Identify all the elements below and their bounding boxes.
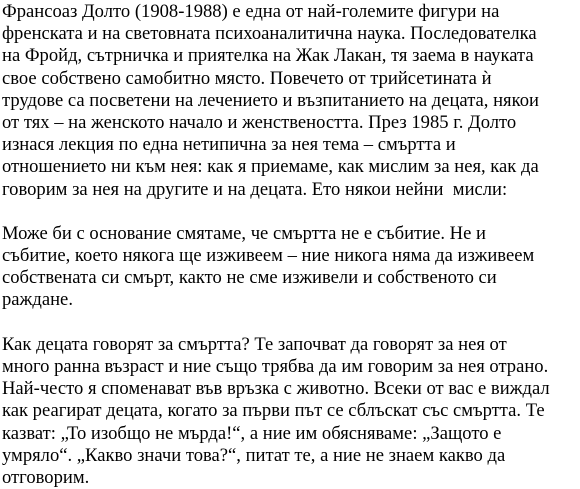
text-line: френската и на световната психоаналитична наука. Последователка	[2, 23, 537, 45]
paragraph-gap	[2, 312, 578, 334]
text-line: Може би с основание смятаме, че смъртта не е събитие. Не и	[2, 222, 486, 244]
text-line: трудове са посветени на лечението и възпитанието на децата, някои	[2, 89, 539, 111]
paragraph-gap	[2, 201, 578, 223]
text-line: от тях – на женското начало и женствеността. През 1985 г. Долто	[2, 111, 517, 133]
document-text	[2, 1, 578, 489]
text-line: умряло“. „Какво значи това?“, питат те, а ние не знаем какво да	[2, 444, 506, 466]
text-line: говорим за нея на другите и на децата. Ето някои нейни мисли:	[2, 178, 508, 200]
paragraph-death-not-event	[2, 223, 578, 312]
text-line: раждане.	[2, 289, 73, 311]
text-line: Най-често я споменават във връзка с животно. Всеки от вас е виждал	[2, 378, 550, 400]
paragraph-children-talk	[2, 334, 578, 489]
text-line: казват: „То изобщо не мърда!“, а ние им обясняваме: „Защото е	[2, 422, 502, 444]
text-line: собствената си смърт, както не сме изживели и собственото си	[2, 267, 497, 289]
text-line: събитие, което някога ще изживеем – ние никога няма да изживеем	[2, 245, 535, 267]
text-line: много ранна възраст и ние също трябва да им говорим за нея отрано.	[2, 356, 549, 377]
text-line: изнася лекция по една нетипична за нея тема – смъртта и	[2, 134, 456, 156]
text-line: как реагират децата, когато за първи път се сблъскат със смъртта. Те	[2, 400, 545, 422]
text-line: отговорим.	[2, 466, 90, 488]
text-line: Как децата говорят за смъртта? Те започват да говорят за нея от	[2, 333, 507, 355]
text-line: на Фройд, сътрничка и приятелка на Жак Лакан, тя заема в науката	[2, 45, 534, 67]
text-line: отношението ни към нея: как я приемаме, как мислим за нея, как да	[2, 156, 539, 178]
paragraph-intro	[2, 1, 578, 201]
text-line: свое собствено самобитно място. Повечето от трийсетината ѝ	[2, 67, 492, 89]
text-line: Франсоаз Долто (1908-1988) е една от най-големите фигури на	[2, 1, 500, 22]
